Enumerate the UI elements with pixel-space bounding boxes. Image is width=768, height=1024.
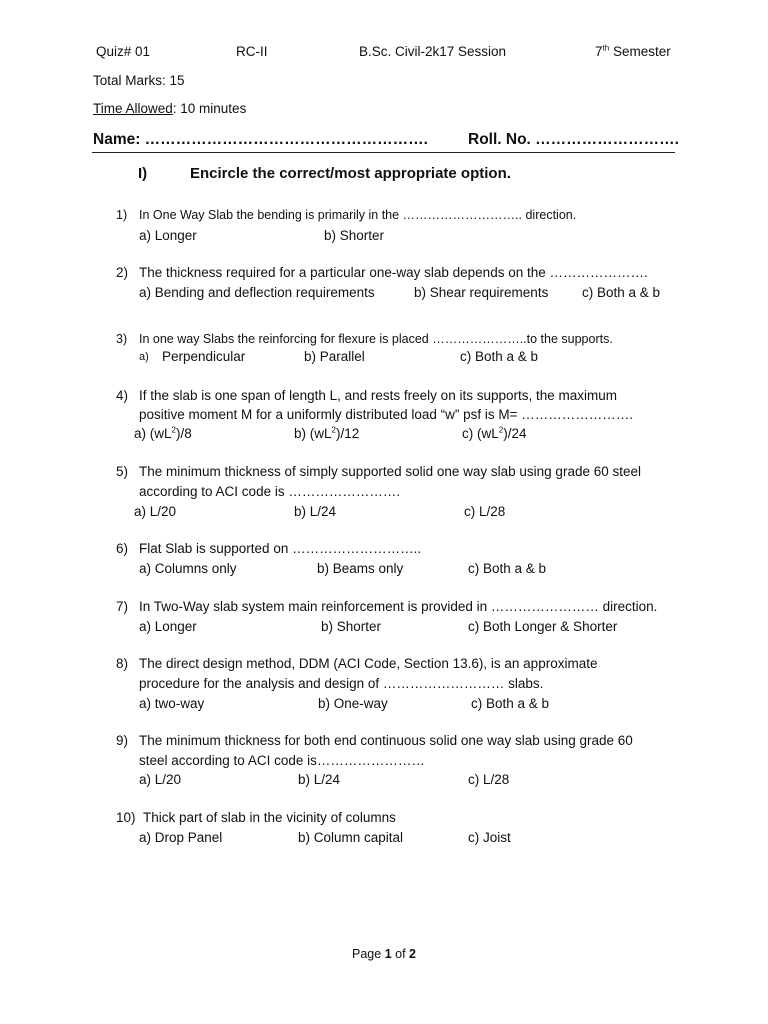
time-allowed-label: Time Allowed [93, 101, 173, 116]
option-b [294, 426, 359, 441]
question-number: 7) [116, 599, 129, 614]
option-c: c) Both Longer & Shorter [468, 619, 618, 634]
option-b: b) One-way [318, 696, 388, 711]
roll-number-field: Roll. No. ………………………. [468, 131, 679, 148]
section-title: Encircle the correct/most appropriate option. [190, 165, 511, 182]
option-b: b) Column capital [298, 830, 404, 845]
option-b: b) L/24 [294, 504, 337, 519]
superscript: 2 [171, 425, 176, 435]
page-number: 1 [384, 947, 392, 961]
question-text: The direct design method, DDM (ACI Code, Section 13.6), is an approximate [139, 656, 598, 671]
question-text-line-2: steel according to ACI code is…………………… [139, 753, 425, 768]
option-a-letter: a) [139, 351, 149, 363]
option-a: a) L/20 [134, 504, 177, 519]
question-text: The minimum thickness for both end continuous solid one way slab using grade 60 [139, 733, 633, 748]
superscript: 2 [498, 425, 504, 435]
option-c: c) Both a & b [460, 349, 539, 364]
option-b-text-end: )/12 [335, 426, 360, 441]
question-number: 8) [116, 656, 129, 671]
option-a-text-end: )/8 [175, 426, 192, 441]
option-b: b) Shorter [321, 619, 382, 634]
program-session: B.Sc. Civil-2k17 Session [359, 44, 507, 59]
option-c: c) Both a & b [582, 285, 661, 300]
question-text: In Two-Way slab system main reinforcement is provided in …………………… direction. [139, 599, 658, 614]
option-c: c) Joist [468, 830, 511, 845]
course-code: RC-II [236, 44, 268, 59]
question-number: 5) [116, 464, 129, 479]
question-number: 9) [116, 733, 129, 748]
question-text: In one way Slabs the reinforcing for flexure is placed …………………..to the supports. [139, 332, 613, 346]
option-b: b) Shorter [324, 228, 385, 243]
question-number: 6) [116, 541, 129, 556]
option-a [134, 426, 192, 441]
option-a: Perpendicular [162, 349, 246, 364]
question-text-line-2: positive moment M for a uniformly distributed load “w” psf is M= ……………………. [139, 407, 634, 422]
question-text: In One Way Slab the bending is primarily in the ……………………….. direction. [139, 208, 577, 222]
option-a: a) Columns only [139, 561, 237, 576]
question-text-line-2: procedure for the analysis and design of ……………………… slabs. [139, 676, 544, 691]
question-text: If the slab is one span of length L, and rests freely on its supports, the maximum [139, 388, 617, 403]
option-a: a) Longer [139, 619, 197, 634]
question-number: 3) [116, 332, 128, 346]
section-number: I) [138, 165, 148, 182]
superscript: 2 [331, 425, 336, 435]
option-c: c) L/28 [468, 772, 510, 787]
quiz-number: Quiz# 01 [96, 44, 151, 59]
option-c: c) L/28 [464, 504, 506, 519]
question-number: 2) [116, 265, 129, 280]
time-allowed-value: : 10 minutes [172, 101, 247, 116]
name-field: Name: ………………………………………………. [93, 131, 428, 148]
page-word: Page [352, 947, 382, 961]
question-number: 10) [116, 810, 136, 825]
question-number: 4) [116, 388, 129, 403]
total-marks: Total Marks: 15 [93, 73, 185, 88]
header-divider [92, 152, 675, 153]
option-a: a) Drop Panel [139, 830, 223, 845]
question-text: The thickness required for a particular one-way slab depends on the …………………. [139, 265, 648, 280]
option-a: a) two-way [139, 696, 205, 711]
option-a-text: a) (wL [134, 426, 172, 441]
option-b: b) Shear requirements [414, 285, 549, 300]
question-text: Flat Slab is supported on ……………………….. [139, 541, 422, 556]
question-text: The minimum thickness of simply supported solid one way slab using grade 60 steel [139, 464, 641, 479]
question-number: 1) [116, 208, 128, 222]
option-a: a) L/20 [139, 772, 182, 787]
option-a: a) Longer [139, 228, 197, 243]
option-b-text: b) (wL [294, 426, 332, 441]
semester-label: Semester [612, 44, 671, 59]
option-c-text: c) (wL [462, 426, 499, 441]
option-c [462, 426, 526, 441]
page-total: 2 [409, 947, 416, 961]
option-a: a) Bending and deflection requirements [139, 285, 375, 300]
option-b: b) Parallel [304, 349, 365, 364]
question-text: Thick part of slab in the vicinity of columns [143, 810, 396, 825]
option-c-text-end: )/24 [503, 426, 527, 441]
semester [595, 44, 671, 59]
page-footer [0, 947, 768, 961]
question-text-line-2: according to ACI code is ……………………. [139, 484, 401, 499]
time-allowed [93, 101, 246, 116]
option-b: b) Beams only [317, 561, 404, 576]
option-c: c) Both a & b [468, 561, 547, 576]
of-word: of [395, 947, 406, 961]
option-b: b) L/24 [298, 772, 341, 787]
semester-number: 7 [595, 44, 603, 59]
semester-suffix: th [602, 43, 610, 53]
option-c: c) Both a & b [471, 696, 550, 711]
